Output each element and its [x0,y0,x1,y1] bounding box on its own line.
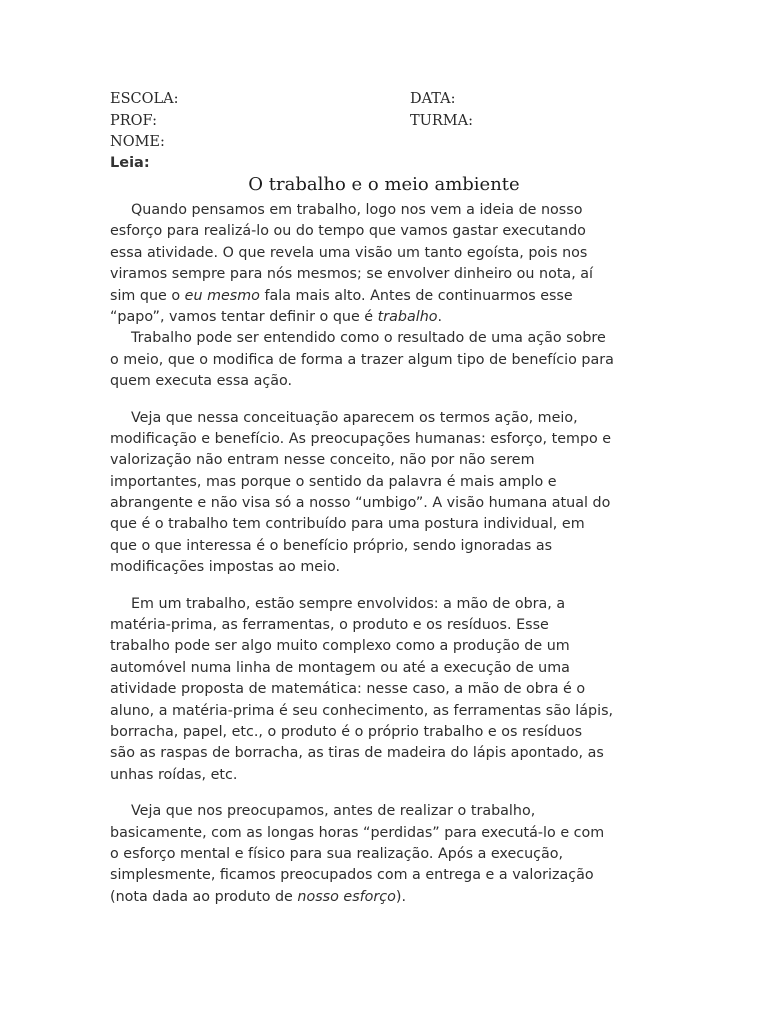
leia-label: Leia: [110,155,150,171]
text-line: (nota dada ao produto de nosso esforço). [110,888,407,905]
text-line: Veja que nessa conceituação aparecem os termos ação, meio, [131,409,578,426]
paragraph [110,408,658,579]
text-line: que é o trabalho tem contribuído para uma postura individual, em [110,516,585,533]
text-line: atividade proposta de matemática: nesse caso, a mão de obra é o [110,681,586,698]
text-line: o esforço mental e físico para sua realização. Após a execução, [110,845,564,862]
paragraph [110,200,658,328]
text-line: aluno, a matéria-prima é seu conhecimento, as ferramentas são lápis, [110,702,614,719]
emphasized-text: trabalho [377,308,438,325]
text-line: unhas roídas, etc. [110,766,238,783]
emphasized-text: eu mesmo [184,287,260,304]
text-line: “papo”, vamos tentar definir o que é trabalho. [110,308,443,325]
text-line: basicamente, com as longas horas “perdidas” para executá-lo e com [110,824,605,841]
header-row-2 [110,111,670,133]
text-line: trabalho pode ser algo muito complexo como a produção de um [110,638,570,655]
text-line: automóvel numa linha de montagem ou até a execução de uma [110,659,570,676]
text-line: são as raspas de borracha, as tiras de madeira do lápis apontado, as [110,745,604,762]
paragraph [110,594,658,787]
text-line: viramos sempre para nós mesmos; se envolver dinheiro ou nota, aí [110,266,594,283]
text-line: simplesmente, ficamos preocupados com a entrega e a valorização [110,867,594,884]
header-row-3 [110,132,670,154]
text-line: o meio, que o modifica de forma a trazer algum tipo de benefício para [110,351,614,368]
paragraph [110,801,658,908]
header-fields [110,89,670,154]
paragraph-gap [110,393,658,408]
text-line: importantes, mas porque o sentido da palavra é mais amplo e [110,473,557,490]
text-line: que o que interessa é o benefício próprio, sendo ignoradas as [110,537,553,554]
text-line: esforço para realizá-lo ou do tempo que vamos gastar executando [110,223,586,240]
text-line: Trabalho pode ser entendido como o resultado de uma ação sobre [131,330,606,347]
text-line: modificação e benefício. As preocupações humanas: esforço, tempo e [110,430,612,447]
paragraph-gap [110,786,658,801]
text-line: essa atividade. O que revela uma visão um tanto egoísta, pois nos [110,244,588,261]
emphasized-text: nosso esforço [297,888,396,905]
text-line: abrangente e não visa só a nosso “umbigo”. A visão humana atual do [110,495,611,512]
text-line: Veja que nos preocupamos, antes de realizar o trabalho, [131,803,536,820]
text-line: valorização não entram nesse conceito, não por não serem [110,452,535,469]
text-line: Quando pensamos em trabalho, logo nos vem a ideia de nosso [131,202,583,218]
paragraph [110,328,658,392]
text-line: borracha, papel, etc., o produto é o próprio trabalho e os resíduos [110,723,583,740]
text-line: quem executa essa ação. [110,373,293,390]
document-body [110,200,658,908]
escola-label: ESCOLA: [110,91,179,107]
document-title: O trabalho e o meio ambiente [248,174,520,195]
text-line: matéria-prima, as ferramentas, o produto e os resíduos. Esse [110,617,549,634]
nome-label: NOME: [110,134,165,150]
text-line: modificações impostas ao meio. [110,559,341,576]
data-label: DATA: [410,91,456,107]
paragraph-gap [110,579,658,594]
text-line: sim que o eu mesmo fala mais alto. Antes de continuarmos esse [110,287,573,304]
text-line: Em um trabalho, estão sempre envolvidos: a mão de obra, a [131,595,566,612]
header-row-1 [110,89,670,111]
turma-label: TURMA: [410,112,474,129]
prof-label: PROF: [110,112,157,129]
